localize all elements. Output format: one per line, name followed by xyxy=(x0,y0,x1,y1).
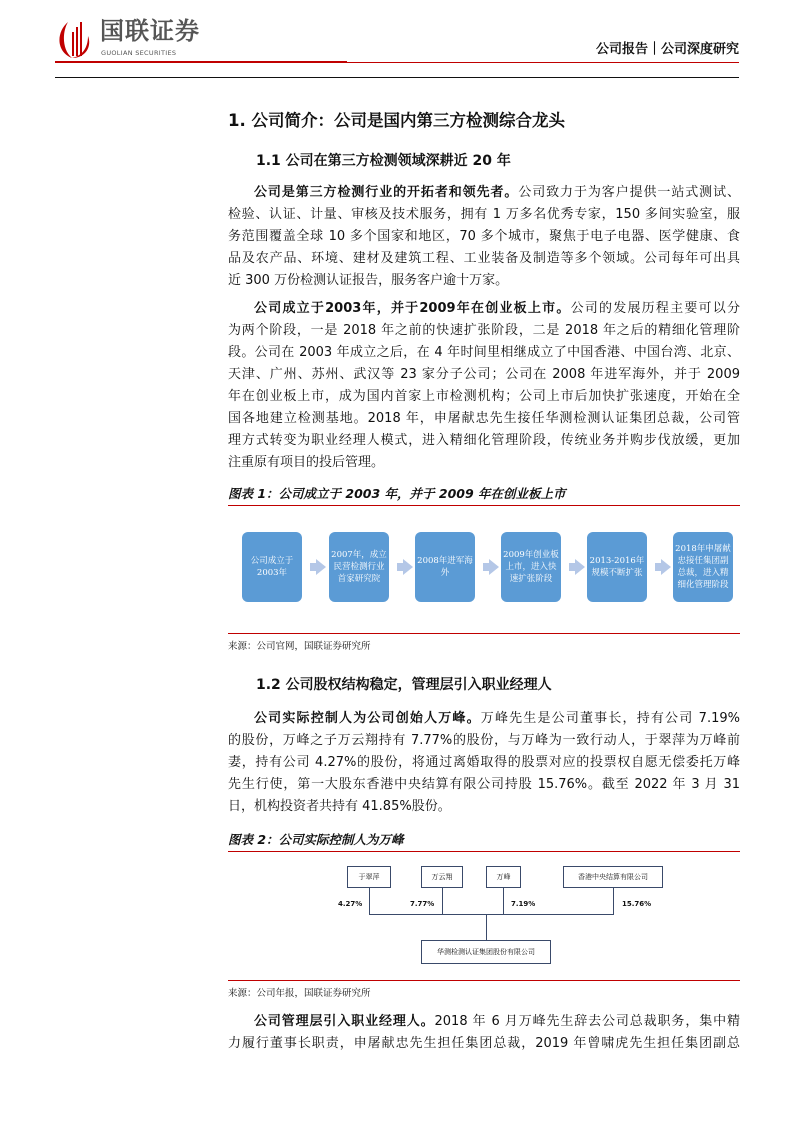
line-text: 国各地建立检测基地。2018 年，申屠献忠先生接任华测检测认证集团总裁，公司管 xyxy=(228,411,740,426)
paragraph xyxy=(228,298,740,474)
paragraph-line xyxy=(228,342,740,364)
shareholder-box: 万云翔 xyxy=(421,866,463,888)
paragraph-line xyxy=(228,752,740,774)
shareholder-box: 香港中央结算有限公司 xyxy=(563,866,663,888)
arrow-right-icon xyxy=(403,559,413,575)
line-text: 品及农产品、环境、建材及建筑工程、工业装备及制造等多个领域。公司每年可出具 xyxy=(228,251,740,266)
arrow-right-icon xyxy=(489,559,499,575)
share-pct: 15.76% xyxy=(622,900,652,908)
line-text: 为两个阶段，一是 2018 年之前的快速扩张阶段，二是 2018 年之后的精细化管理阶 xyxy=(228,323,740,338)
line-text: 近 300 万份检测认证报告，服务客户逾十万家。 xyxy=(228,273,509,288)
paragraph xyxy=(228,1011,740,1055)
timeline-step: 公司成立于2003年 xyxy=(242,532,302,602)
paragraph-line xyxy=(228,708,740,730)
paragraph-line xyxy=(228,364,740,386)
connector-line xyxy=(486,914,487,940)
share-pct: 7.77% xyxy=(410,900,435,908)
paragraph xyxy=(228,708,740,818)
paragraph-line xyxy=(228,386,740,408)
connector-line xyxy=(369,914,614,915)
paragraph xyxy=(228,182,740,292)
line-text: 日，机构投资者共持有 41.85%股份。 xyxy=(228,799,451,814)
connector-line xyxy=(503,888,504,914)
connector-line xyxy=(442,888,443,914)
paragraph-line xyxy=(228,730,740,752)
figure-source: 来源：公司年报，国联证券研究所 xyxy=(228,980,740,999)
timeline-step: 2013-2016年规模不断扩张 xyxy=(587,532,647,602)
line-text: 年在创业板上市，成为国内首家上市检测机构；公司上市后加快扩张速度，开始在全 xyxy=(228,389,740,404)
figure-title: 图表 2：公司实际控制人为万峰 xyxy=(228,830,740,852)
lead-sentence: 公司成立于2003年，并于2009年在创业板上市。 xyxy=(254,301,571,316)
line-text: 的股份，万峰之子万云翔持有 7.77%的股份，与万峰为一致行动人，于翠萍为万峰前 xyxy=(228,733,740,748)
guolian-logo-icon xyxy=(58,18,94,60)
line-text: 2018 年 6 月万峰先生辞去公司总裁职务，集中精 xyxy=(434,1014,740,1029)
paragraph-line xyxy=(228,270,740,292)
shareholder-box: 万峰 xyxy=(486,866,521,888)
figure-title: 图表 1：公司成立于 2003 年，并于 2009 年在创业板上市 xyxy=(228,484,740,506)
paragraph-line xyxy=(228,796,740,818)
connector-line xyxy=(369,888,370,914)
line-text: 力履行董事长职责，申屠献忠先生担任集团总裁，2019 年曾啸虎先生担任集团副总 xyxy=(228,1036,740,1051)
line-text: 段。公司在 2003 年成立之后，在 4 年时间里相继成立了中国香港、中国台湾、北京、 xyxy=(228,345,740,360)
line-text: 公司致力于为客户提供一站式测试、 xyxy=(518,185,740,200)
share-pct: 4.27% xyxy=(338,900,363,908)
line-text: 万峰先生是公司董事长，持有公司 7.19% xyxy=(480,711,740,726)
line-text: 检验、认证、计量、审核及技术服务，拥有 1 万多名优秀专家，150 多间实验室，服 xyxy=(228,207,740,222)
paragraph-line xyxy=(228,320,740,342)
line-text: 先生行使，第一大股东香港中央结算有限公司持股 15.76%。截至 2022 年 3 月 31 xyxy=(228,777,740,792)
paragraph-line xyxy=(228,182,740,204)
timeline-step: 2008年进军海外 xyxy=(415,532,475,602)
connector-line xyxy=(613,888,614,914)
shareholder-box: 于翠萍 xyxy=(347,866,391,888)
lead-sentence: 公司是第三方检测行业的开拓者和领先者。 xyxy=(254,185,519,200)
header-divider xyxy=(55,77,739,78)
header-divider xyxy=(55,61,347,63)
arrow-right-icon xyxy=(575,559,585,575)
subsection-heading: 1.1 公司在第三方检测领域深耕近 20 年 xyxy=(256,153,511,169)
paragraph-line xyxy=(228,430,740,452)
header-divider xyxy=(347,62,739,63)
report-type: 公司报告｜公司深度研究 xyxy=(595,42,739,57)
line-text: 理方式转变为职业经理人模式，进入精细化管理阶段，传统业务并购步伐放缓，更加 xyxy=(228,433,740,448)
lead-sentence: 公司管理层引入职业经理人。 xyxy=(254,1014,435,1029)
subsection-heading: 1.2 公司股权结构稳定，管理层引入职业经理人 xyxy=(256,677,552,693)
paragraph-line xyxy=(228,226,740,248)
paragraph-line xyxy=(228,298,740,320)
timeline-step: 2007年，成立民营检测行业首家研究院 xyxy=(329,532,389,602)
line-text: 天津、广州、苏州、武汉等 23 家分子公司；公司在 2008 年进军海外，并于 2009 xyxy=(228,367,740,382)
timeline-step: 2018年申屠献忠接任集团副总裁，进入精细化管理阶段 xyxy=(673,532,733,602)
section-heading: 1. 公司简介：公司是国内第三方检测综合龙头 xyxy=(228,111,565,130)
paragraph-line xyxy=(228,452,740,474)
line-text: 妻，持有公司 4.27%的股份，将通过离婚取得的股票对应的投票权自愿无偿委托万峰 xyxy=(228,755,740,770)
lead-sentence: 公司实际控制人为公司创始人万峰。 xyxy=(254,711,481,726)
paragraph-line xyxy=(228,408,740,430)
arrow-right-icon xyxy=(661,559,671,575)
line-text: 注重原有项目的投后管理。 xyxy=(228,455,385,470)
timeline-step: 2009年创业板上市，进入快速扩张阶段 xyxy=(501,532,561,602)
paragraph-line xyxy=(228,774,740,796)
paragraph-line xyxy=(228,248,740,270)
logo-text: 国联证券 xyxy=(100,17,200,45)
paragraph-line xyxy=(228,1033,740,1055)
paragraph-line xyxy=(228,204,740,226)
paragraph-line xyxy=(228,1011,740,1033)
logo-subtext: GUOLIAN SECURITIES xyxy=(101,49,177,57)
line-text: 务范围覆盖全球 10 多个国家和地区，70 多个城市，聚焦于电子电器、医学健康、食 xyxy=(228,229,740,244)
figure-source: 来源：公司官网，国联证券研究所 xyxy=(228,633,740,652)
line-text: 公司的发展历程主要可以分 xyxy=(570,301,740,316)
company-box: 华测检测认证集团股份有限公司 xyxy=(421,940,551,964)
share-pct: 7.19% xyxy=(511,900,536,908)
arrow-right-icon xyxy=(316,559,326,575)
